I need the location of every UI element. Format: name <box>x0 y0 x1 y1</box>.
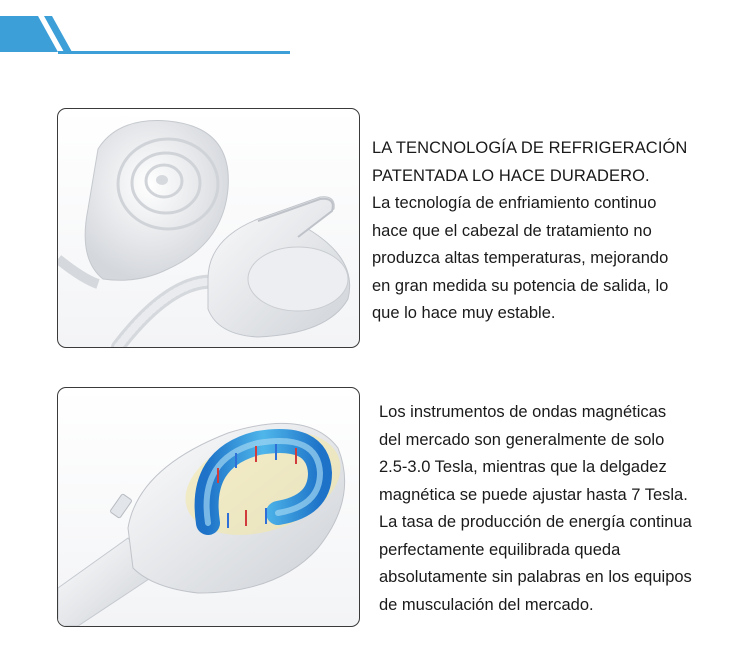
magnetic-field-handpiece-image <box>58 388 359 626</box>
magnetic-body-line-7: absolutamente sin palabras en los equipos <box>379 568 692 586</box>
cooling-body-line-5: que lo hace muy estable. <box>372 304 556 322</box>
magnetic-technology-text <box>379 399 692 619</box>
magnetic-body-line-1: Los instrumentos de ondas magnéticas <box>379 403 667 421</box>
cooling-handpiece-image <box>58 109 359 347</box>
magnetic-body-line-2: del mercado son generalmente de solo <box>379 430 665 449</box>
header-accent-bar <box>0 10 300 56</box>
cooling-body-line-1: La tecnología de enfriamiento continuo <box>372 194 657 212</box>
product-image-card-magnetic <box>57 387 360 627</box>
magnetic-body-line-6: perfectamente equilibrada queda <box>379 540 621 559</box>
magnetic-body-line-8: de musculación del mercado. <box>379 595 594 614</box>
magnetic-body-line-3: 2.5-3.0 Tesla, mientras que la delgadez <box>379 458 667 476</box>
cooling-body-line-3: produzca altas temperaturas, mejorando <box>372 249 669 267</box>
cooling-technology-text <box>372 135 687 328</box>
magnetic-body-line-5: La tasa de producción de energía continua <box>379 513 692 531</box>
product-image-card-cooling <box>57 108 360 348</box>
magnetic-body-line-4: magnética se puede ajustar hasta 7 Tesla. <box>379 485 688 504</box>
cooling-heading-line-2: PATENTADA LO HACE DURADERO. <box>372 166 650 185</box>
cooling-heading-line-1: LA TENCNOLOGÍA DE REFRIGERACIÓN <box>372 139 688 157</box>
cooling-body-line-2: hace que el cabezal de tratamiento no <box>372 221 652 240</box>
cooling-body-line-4: en gran medida su potencia de salida, lo <box>372 276 669 295</box>
